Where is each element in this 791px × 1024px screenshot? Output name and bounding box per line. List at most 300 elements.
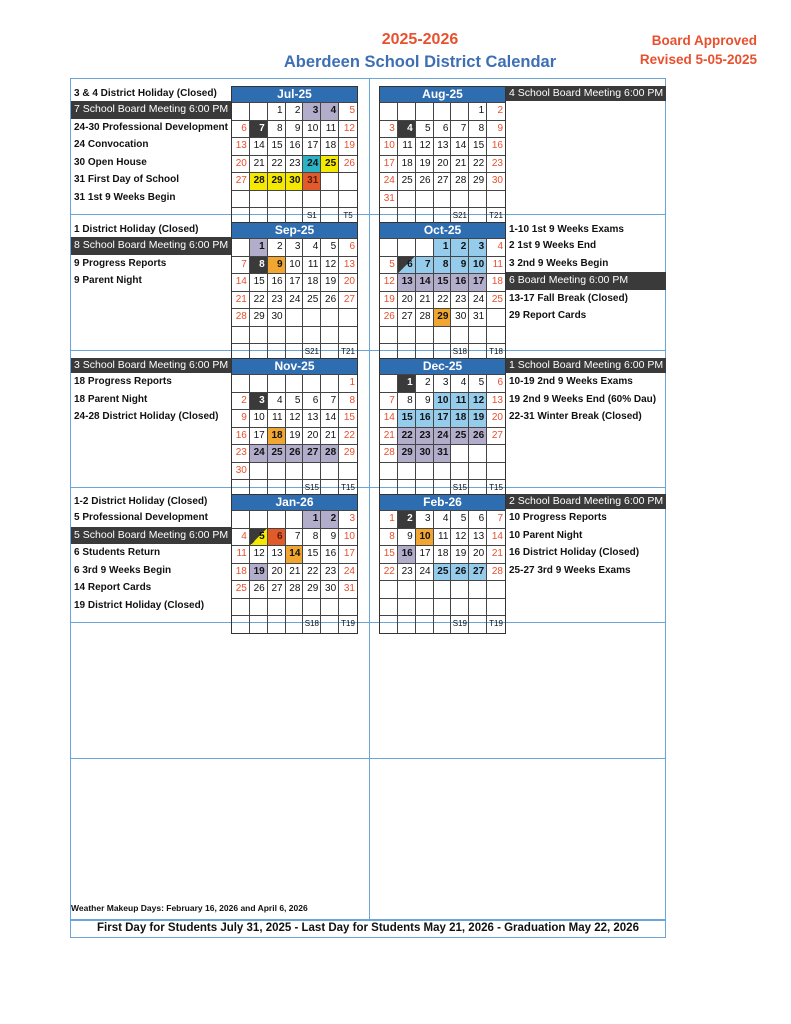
day-cell: 18 (434, 545, 452, 563)
day-cell: 17 (416, 545, 434, 563)
empty-cell (434, 102, 452, 120)
day-cell: 14 (380, 409, 398, 427)
empty-cell (250, 102, 268, 120)
day-cell: 22 (250, 291, 268, 309)
empty-cell (398, 580, 416, 598)
day-cell: 10 (339, 528, 357, 546)
day-cell: 30 (321, 580, 339, 598)
empty-cell (339, 598, 357, 616)
day-cell: 12 (451, 528, 469, 546)
day-cell: 14 (451, 137, 469, 155)
day-cell: 6 (303, 392, 321, 410)
day-cell: 3 (416, 510, 434, 528)
month-header: Jul-25 (232, 87, 357, 102)
day-cell: 30 (286, 172, 304, 190)
empty-cell (303, 374, 321, 392)
day-cell: 2 (416, 374, 434, 392)
day-cell: 27 (469, 563, 487, 581)
row-divider (71, 487, 665, 488)
event-item: 1 District Holiday (Closed) (74, 224, 199, 235)
day-cell: 13 (398, 273, 416, 291)
event-item: 9 Parent Night (74, 275, 142, 286)
day-count-tag: T15 (487, 479, 505, 497)
empty-cell (416, 615, 434, 633)
month-calendar-aug-25 (379, 86, 506, 226)
events-list (506, 222, 666, 325)
day-cell: 27 (434, 172, 452, 190)
day-cell: 2 (451, 238, 469, 256)
page-title: Aberdeen School District Calendar (283, 53, 557, 71)
day-cell: 20 (469, 545, 487, 563)
day-cell: 22 (469, 155, 487, 173)
event-item: 10-19 2nd 9 Weeks Exams (509, 376, 633, 387)
day-cell: 29 (469, 172, 487, 190)
day-cell: 9 (268, 256, 286, 274)
empty-cell (469, 615, 487, 633)
empty-cell (321, 190, 339, 208)
day-cell: 18 (303, 273, 321, 291)
empty-cell (380, 326, 398, 344)
day-cell: 27 (398, 308, 416, 326)
empty-cell (339, 172, 357, 190)
event-item: 31 First Day of School (74, 174, 180, 185)
empty-cell (321, 598, 339, 616)
day-cell: 12 (286, 409, 304, 427)
day-cell: 15 (303, 545, 321, 563)
empty-cell (268, 510, 286, 528)
month-header: Nov-25 (232, 359, 357, 374)
day-cell: 3 (469, 238, 487, 256)
empty-cell (434, 580, 452, 598)
day-count-tag: T15 (339, 479, 357, 497)
day-cell: 16 (232, 427, 250, 445)
day-cell: 21 (250, 155, 268, 173)
day-count-tag: T19 (487, 615, 505, 633)
empty-cell (268, 615, 286, 633)
empty-cell (232, 102, 250, 120)
day-cell: 12 (416, 137, 434, 155)
day-cell: 6 (339, 238, 357, 256)
empty-cell (286, 326, 304, 344)
day-cell: 22 (398, 427, 416, 445)
day-cell: 6 (469, 510, 487, 528)
day-grid (380, 238, 505, 361)
day-cell: 8 (469, 120, 487, 138)
empty-cell (303, 308, 321, 326)
day-cell: 28 (232, 308, 250, 326)
empty-cell (232, 238, 250, 256)
day-cell: 29 (434, 308, 452, 326)
empty-cell (286, 615, 304, 633)
day-cell: 5 (416, 120, 434, 138)
day-cell: 2 (232, 392, 250, 410)
events-list (71, 494, 231, 614)
day-cell: 3 (339, 510, 357, 528)
month-calendar-jul-25 (231, 86, 358, 226)
day-cell: 4 (268, 392, 286, 410)
day-cell: 31 (434, 444, 452, 462)
day-cell: 5 (451, 510, 469, 528)
event-item: 16 District Holiday (Closed) (509, 547, 640, 558)
empty-cell (268, 462, 286, 480)
empty-cell (487, 308, 505, 326)
day-cell: 25 (398, 172, 416, 190)
empty-cell (451, 102, 469, 120)
empty-cell (250, 462, 268, 480)
day-cell: 12 (339, 120, 357, 138)
day-count-tag: S19 (451, 615, 469, 633)
empty-cell (268, 374, 286, 392)
day-cell: 11 (303, 256, 321, 274)
day-cell: 22 (303, 563, 321, 581)
day-cell: 2 (321, 510, 339, 528)
empty-cell (268, 598, 286, 616)
weather-makeup-note: Weather Makeup Days: February 16, 2026 and April 6, 2026 (71, 903, 308, 913)
empty-cell (339, 326, 357, 344)
day-count-tag: S15 (303, 479, 321, 497)
day-cell: 17 (469, 273, 487, 291)
day-cell: 19 (380, 291, 398, 309)
day-cell: 11 (451, 392, 469, 410)
day-cell: 27 (303, 444, 321, 462)
day-cell: 6 (232, 120, 250, 138)
board-meeting-event: 7 School Board Meeting 6:00 PM (71, 101, 231, 119)
day-cell: 15 (250, 273, 268, 291)
event-item: 6 Students Return (74, 547, 161, 558)
event-item: 18 Progress Reports (74, 376, 172, 387)
empty-cell (286, 598, 304, 616)
day-cell: 5 (321, 238, 339, 256)
day-cell: 19 (339, 137, 357, 155)
day-cell: 19 (416, 155, 434, 173)
day-cell: 24 (286, 291, 304, 309)
day-cell: 8 (339, 392, 357, 410)
empty-cell (487, 190, 505, 208)
empty-cell (250, 326, 268, 344)
event-item: 1-2 District Holiday (Closed) (74, 496, 208, 507)
day-cell: 10 (416, 528, 434, 546)
empty-cell (380, 238, 398, 256)
month-header: Oct-25 (380, 223, 505, 238)
day-cell: 15 (398, 409, 416, 427)
day-cell: 25 (451, 427, 469, 445)
empty-cell (321, 374, 339, 392)
day-cell: 16 (286, 137, 304, 155)
day-cell: 17 (250, 427, 268, 445)
day-grid (380, 374, 505, 497)
day-cell: 21 (321, 427, 339, 445)
empty-cell (232, 326, 250, 344)
day-cell: 4 (232, 528, 250, 546)
day-cell: 6 (434, 120, 452, 138)
empty-cell (321, 308, 339, 326)
day-cell: 2 (398, 510, 416, 528)
day-cell: 29 (268, 172, 286, 190)
empty-cell (451, 580, 469, 598)
empty-cell (286, 510, 304, 528)
empty-cell (451, 326, 469, 344)
day-cell: 14 (232, 273, 250, 291)
events-list (506, 494, 666, 579)
day-cell: 24 (469, 291, 487, 309)
day-cell: 11 (268, 409, 286, 427)
month-calendar-dec-25 (379, 358, 506, 498)
empty-cell (268, 190, 286, 208)
day-cell: 26 (380, 308, 398, 326)
empty-cell (416, 462, 434, 480)
day-cell: 11 (232, 545, 250, 563)
empty-cell (286, 308, 304, 326)
empty-cell (232, 374, 250, 392)
empty-cell (321, 172, 339, 190)
event-item: 6 3rd 9 Weeks Begin (74, 564, 172, 576)
day-cell: 29 (303, 580, 321, 598)
day-cell: 25 (268, 444, 286, 462)
month-header: Feb-26 (380, 495, 505, 510)
empty-cell (380, 580, 398, 598)
day-cell: 23 (232, 444, 250, 462)
empty-cell (416, 598, 434, 616)
day-cell: 27 (268, 580, 286, 598)
day-cell: 8 (268, 120, 286, 138)
day-cell: 18 (232, 563, 250, 581)
day-cell: 9 (451, 256, 469, 274)
day-cell: 20 (398, 291, 416, 309)
day-grid (380, 510, 505, 633)
empty-cell (268, 326, 286, 344)
day-cell: 5 (286, 392, 304, 410)
empty-cell (398, 190, 416, 208)
day-cell: 4 (487, 238, 505, 256)
empty-cell (416, 580, 434, 598)
day-count-tag: S18 (451, 343, 469, 361)
day-cell: 5 (380, 256, 398, 274)
revised-label: Revised 5-05-2025 (639, 52, 757, 67)
empty-cell (380, 598, 398, 616)
day-cell: 12 (250, 545, 268, 563)
event-item: 1-10 1st 9 Weeks Exams (509, 224, 624, 235)
day-cell: 15 (339, 409, 357, 427)
day-cell: 29 (250, 308, 268, 326)
day-cell: 30 (232, 462, 250, 480)
approved-label: Board Approved (651, 33, 757, 48)
day-grid (232, 374, 357, 497)
day-cell: 16 (451, 273, 469, 291)
day-cell: 9 (232, 409, 250, 427)
day-cell: 25 (232, 580, 250, 598)
day-cell: 29 (339, 444, 357, 462)
day-cell: 23 (321, 563, 339, 581)
day-cell: 10 (250, 409, 268, 427)
day-count-tag: S18 (303, 615, 321, 633)
title-year: 2025-2026 (381, 31, 459, 48)
day-count-tag: S21 (451, 207, 469, 225)
day-cell: 13 (303, 409, 321, 427)
day-cell: 16 (268, 273, 286, 291)
day-cell: 14 (416, 273, 434, 291)
day-cell: 1 (268, 102, 286, 120)
day-cell: 7 (451, 120, 469, 138)
day-cell: 15 (380, 545, 398, 563)
board-meeting-event: 3 School Board Meeting 6:00 PM (71, 358, 231, 373)
empty-cell (398, 102, 416, 120)
event-item: 13-17 Fall Break (Closed) (509, 292, 628, 304)
event-item: 3 & 4 District Holiday (Closed) (74, 88, 217, 99)
month-header: Dec-25 (380, 359, 505, 374)
day-cell: 13 (434, 137, 452, 155)
day-cell: 25 (487, 291, 505, 309)
empty-cell (469, 462, 487, 480)
day-cell: 7 (286, 528, 304, 546)
day-count-tag: T21 (487, 207, 505, 225)
day-cell: 26 (286, 444, 304, 462)
day-cell: 24 (416, 563, 434, 581)
board-meeting-event: 5 School Board Meeting 6:00 PM (71, 527, 231, 545)
day-cell: 27 (232, 172, 250, 190)
empty-cell (286, 374, 304, 392)
event-item: 25-27 3rd 9 Weeks Exams (509, 564, 631, 576)
empty-cell (321, 615, 339, 633)
day-cell: 31 (469, 308, 487, 326)
day-cell: 7 (321, 392, 339, 410)
empty-cell (286, 190, 304, 208)
day-cell: 5 (339, 102, 357, 120)
day-cell: 2 (286, 102, 304, 120)
day-cell: 28 (380, 444, 398, 462)
empty-cell (250, 374, 268, 392)
day-cell: 22 (434, 291, 452, 309)
day-cell: 2 (268, 238, 286, 256)
row-divider (71, 622, 665, 623)
day-cell: 7 (250, 120, 268, 138)
day-cell: 11 (321, 120, 339, 138)
day-cell: 20 (232, 155, 250, 173)
day-cell: 20 (303, 427, 321, 445)
empty-cell (398, 326, 416, 344)
day-cell: 10 (434, 392, 452, 410)
day-cell: 1 (303, 510, 321, 528)
day-cell: 20 (434, 155, 452, 173)
day-cell: 9 (398, 528, 416, 546)
day-cell: 24 (250, 444, 268, 462)
empty-cell (469, 598, 487, 616)
events-list (506, 358, 666, 426)
day-cell: 1 (250, 238, 268, 256)
event-item: 14 Report Cards (74, 582, 152, 593)
empty-cell (303, 598, 321, 616)
day-cell: 9 (416, 392, 434, 410)
event-item: 18 Parent Night (74, 393, 148, 405)
row-divider (71, 758, 665, 759)
event-item: 24-28 District Holiday (Closed) (74, 411, 219, 422)
day-cell: 5 (469, 374, 487, 392)
day-cell: 13 (339, 256, 357, 274)
empty-cell (487, 326, 505, 344)
day-cell: 10 (286, 256, 304, 274)
day-cell: 22 (339, 427, 357, 445)
day-cell: 18 (268, 427, 286, 445)
day-cell: 21 (286, 563, 304, 581)
day-cell: 20 (487, 409, 505, 427)
empty-cell (451, 190, 469, 208)
day-cell: 26 (416, 172, 434, 190)
event-item: 24 Convocation (74, 139, 149, 150)
day-cell: 9 (321, 528, 339, 546)
day-cell: 9 (286, 120, 304, 138)
event-item: 24-30 Professional Development (74, 121, 228, 133)
empty-cell (380, 102, 398, 120)
day-cell: 12 (469, 392, 487, 410)
empty-cell (250, 190, 268, 208)
day-cell: 21 (232, 291, 250, 309)
day-cell: 12 (321, 256, 339, 274)
empty-cell (321, 326, 339, 344)
day-cell: 23 (451, 291, 469, 309)
day-cell: 20 (268, 563, 286, 581)
event-item: 3 2nd 9 Weeks Begin (509, 257, 609, 269)
empty-cell (487, 444, 505, 462)
day-cell: 26 (250, 580, 268, 598)
empty-cell (250, 510, 268, 528)
event-item: 31 1st 9 Weeks Begin (74, 191, 176, 203)
empty-cell (380, 462, 398, 480)
day-cell: 22 (268, 155, 286, 173)
day-cell: 6 (398, 256, 416, 274)
day-count-tag: T21 (339, 343, 357, 361)
day-cell: 3 (286, 238, 304, 256)
month-header: Jan-26 (232, 495, 357, 510)
events-list (71, 222, 231, 290)
event-item: 9 Progress Reports (74, 257, 167, 269)
day-cell: 4 (451, 374, 469, 392)
empty-cell (416, 326, 434, 344)
footer-summary: First Day for Students July 31, 2025 - Last Day for Students May 21, 2026 - Graduation May 22, 2026 (70, 920, 666, 938)
day-cell: 7 (487, 510, 505, 528)
day-cell: 23 (268, 291, 286, 309)
day-cell: 16 (398, 545, 416, 563)
day-cell: 1 (434, 238, 452, 256)
day-cell: 27 (487, 427, 505, 445)
day-cell: 10 (303, 120, 321, 138)
day-cell: 14 (250, 137, 268, 155)
day-cell: 25 (321, 155, 339, 173)
row-divider (71, 214, 665, 215)
month-calendar-oct-25 (379, 222, 506, 362)
day-cell: 31 (380, 190, 398, 208)
board-meeting-event: 1 School Board Meeting 6:00 PM (506, 358, 666, 373)
board-meeting-event: 8 School Board Meeting 6:00 PM (71, 237, 231, 255)
empty-cell (434, 326, 452, 344)
day-cell: 8 (303, 528, 321, 546)
day-cell: 11 (487, 256, 505, 274)
events-list (71, 358, 231, 426)
day-cell: 8 (434, 256, 452, 274)
day-cell: 21 (451, 155, 469, 173)
day-cell: 8 (250, 256, 268, 274)
empty-cell (339, 462, 357, 480)
empty-cell (380, 374, 398, 392)
day-cell: 11 (434, 528, 452, 546)
day-cell: 17 (286, 273, 304, 291)
event-item: 19 2nd 9 Weeks End (60% Dau) (509, 393, 657, 405)
day-cell: 3 (250, 392, 268, 410)
day-cell: 18 (487, 273, 505, 291)
empty-cell (398, 598, 416, 616)
day-cell: 4 (303, 238, 321, 256)
day-cell: 26 (321, 291, 339, 309)
day-count-tag: T18 (487, 343, 505, 361)
empty-cell (321, 462, 339, 480)
